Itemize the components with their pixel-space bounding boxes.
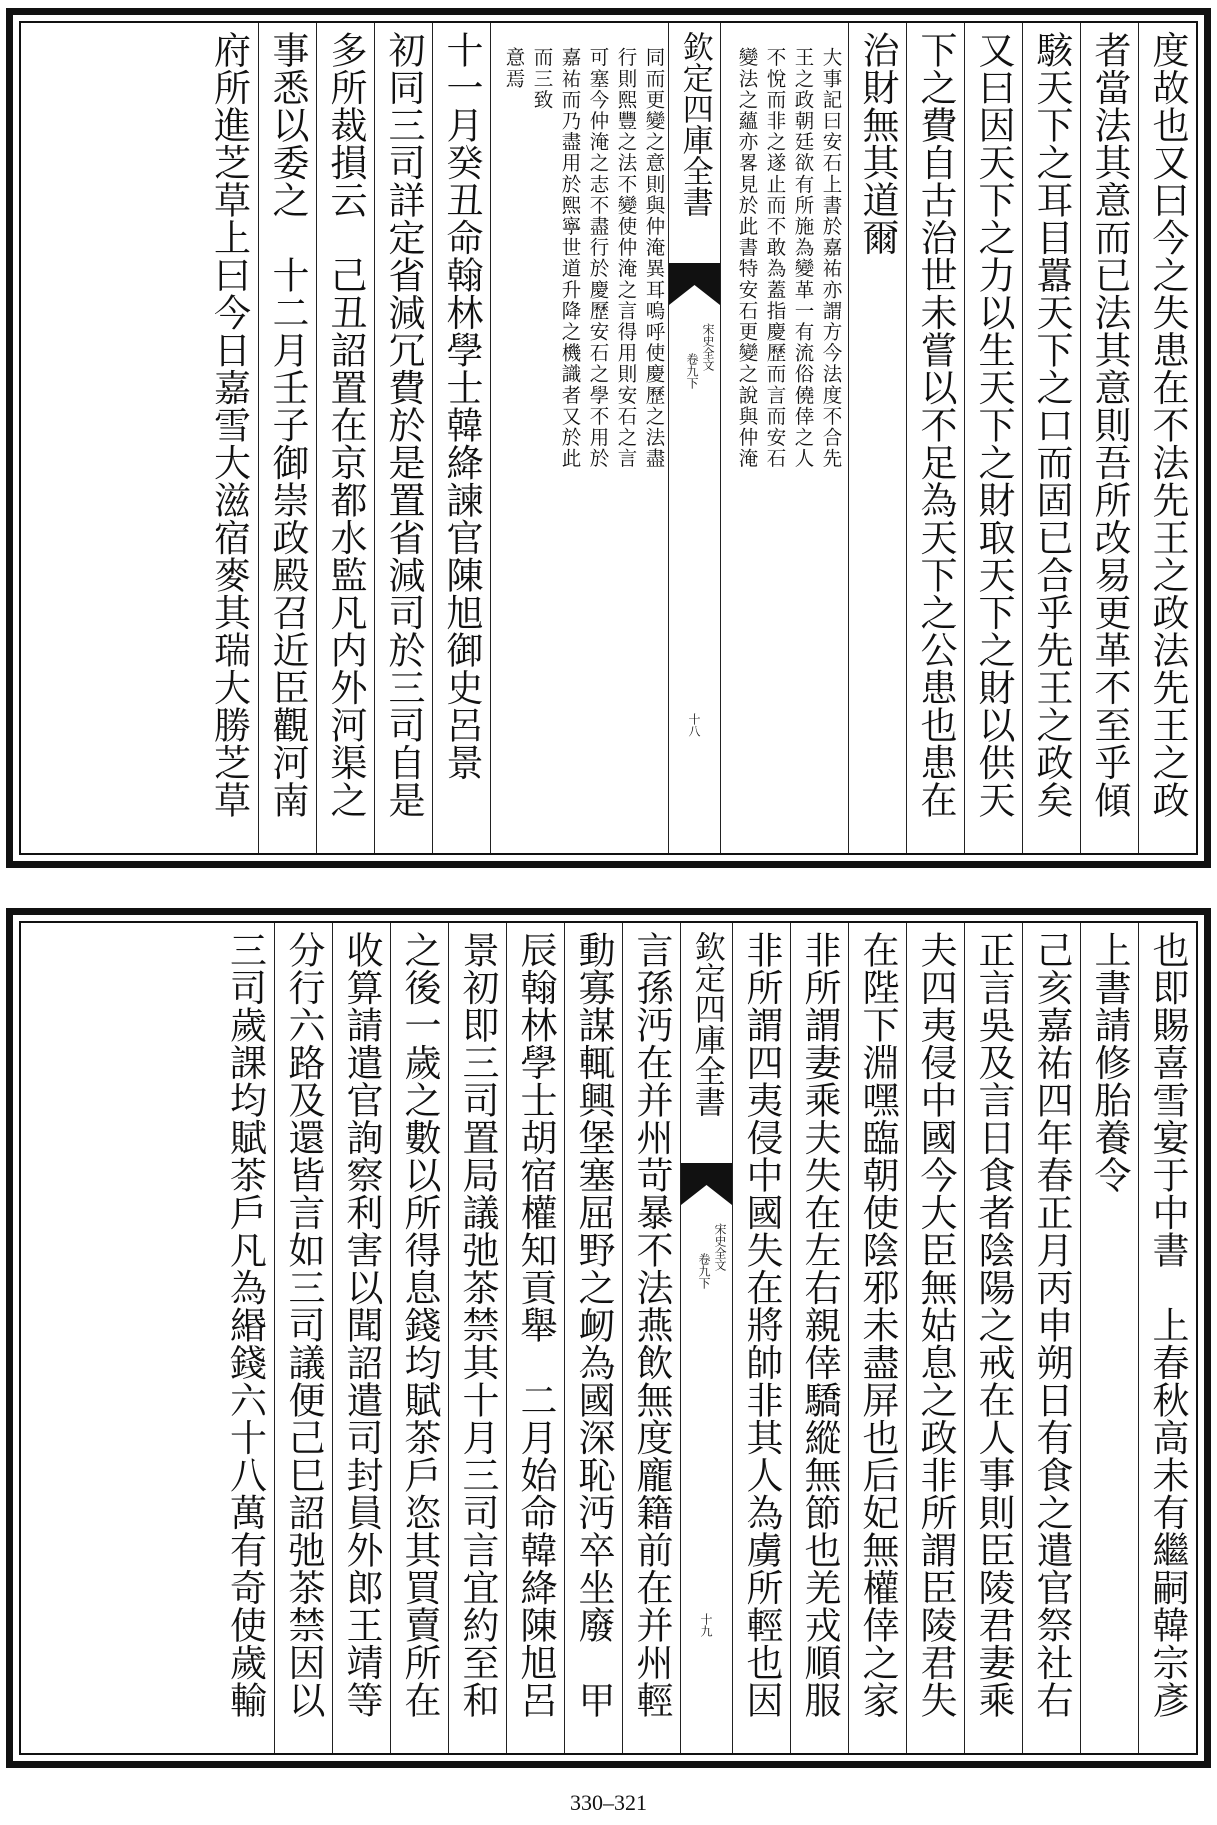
column-text: 三司歲課均賦茶戶凡為緡錢六十八萬有奇使歲輸 [223, 931, 267, 1719]
text-column [1080, 23, 1138, 853]
bottom-page-frame [19, 921, 1198, 1755]
text-column [964, 923, 1022, 1753]
top-page-frame [19, 21, 1198, 855]
text-column [848, 923, 906, 1753]
text-column [906, 23, 964, 853]
text-column [848, 23, 906, 853]
annotation-line: 而三致 [530, 47, 554, 111]
text-column [906, 923, 964, 1753]
text-column [1138, 923, 1196, 1753]
text-column [622, 923, 680, 1753]
column-text: 在陛下淵嘿臨朝使陰邪未盡屏也后妃無權倖之家 [856, 931, 899, 1719]
annotation-line: 王之政朝廷欲有所施為變革一有流俗僥倖之人 [791, 47, 815, 469]
column-text: 辰翰林學士胡宿權知貢舉 二月始命韓絳陳旭呂 [514, 931, 557, 1719]
text-column [216, 923, 274, 1753]
column-text: 夫四夷侵中國今大臣無姑息之政非所謂臣陵君失 [914, 931, 957, 1719]
book-name: 宋史全文 [701, 323, 715, 371]
column-text: 景初即三司置局議弛茶禁其十月三司言宜約至和 [456, 931, 499, 1719]
top-page [6, 8, 1211, 868]
column-text: 駭天下之耳目囂天下之口而固已合乎先王之政矣 [1030, 31, 1073, 819]
text-column [964, 23, 1022, 853]
annotation-line: 大事記曰安石上書於嘉祐亦謂方今法度不合先 [819, 47, 843, 469]
column-text: 事悉以委之 十二月壬子御崇政殿召近臣觀河南 [266, 31, 309, 819]
column-text: 非所謂妻乘夫失在左右親倖驕縱無節也羌戎順服 [798, 931, 841, 1719]
text-column [1022, 923, 1080, 1753]
page-number: 十九 [699, 1613, 713, 1637]
top-columns [21, 23, 1196, 853]
column-text: 多所裁損云 己丑詔置在京都水監凡内外河渠之 [324, 31, 367, 819]
column-text: 正言吳及言日食者陰陽之戒在人事則臣陵君妻乘 [972, 931, 1015, 1719]
center-fold [668, 23, 720, 853]
column-text: 之後一歲之數以所得息錢均賦茶戶恣其買賣所在 [398, 931, 441, 1719]
fish-tail-mark [681, 1163, 732, 1213]
text-column [448, 923, 506, 1753]
fish-tail-mark [669, 263, 720, 313]
column-text: 治財無其道爾 [856, 31, 899, 256]
annotation-line: 可塞今仲淹之志不盡行於慶歷安石之學不用於 [586, 47, 610, 469]
text-column [1022, 23, 1080, 853]
column-text: 下之費自古治世未嘗以不足為天下之公患也患在 [914, 31, 957, 819]
text-column [200, 23, 258, 853]
column-text: 十一月癸丑命翰林學士韓絳諫官陳旭御史呂景 [440, 31, 483, 781]
column-text: 府所進芝草上曰今日嘉雪大滋宿麥其瑞大勝芝草 [207, 31, 251, 819]
column-text: 動寡謀輒興堡塞屈野之衂為國深恥沔卒坐廢 甲 [572, 931, 615, 1719]
column-text: 己亥嘉祐四年春正月丙申朔日有食之遣官祭社右 [1030, 931, 1073, 1719]
column-text: 非所謂四夷侵中國失在將帥非其人為虜所輕也因 [740, 931, 783, 1719]
text-column [1080, 923, 1138, 1753]
annotation-line: 不悅而非之遂止而不敢為蓋指慶歷而言而安石 [763, 47, 787, 469]
column-text: 言孫沔在并州苛暴不法燕飲無度龐籍前在并州輕 [630, 931, 673, 1719]
page-number: 十八 [687, 713, 701, 737]
text-column [1138, 23, 1196, 853]
text-column [258, 23, 316, 853]
annotation-block [720, 23, 848, 853]
column-text: 收算請遣官詢察利害以聞詔遣司封員外郎王靖等 [340, 931, 383, 1719]
text-column [506, 923, 564, 1753]
text-column [390, 923, 448, 1753]
column-text: 又曰因天下之力以生天下之財取天下之財以供天 [972, 31, 1015, 819]
annotation-line: 同而更變之意則與仲淹異耳嗚呼使慶歷之法盡 [642, 47, 666, 469]
bottom-page [6, 908, 1211, 1768]
column-text: 度故也又曰今之失患在不法先王之政法先王之政 [1146, 31, 1189, 819]
page-footer-label: 330–321 [570, 1790, 647, 1815]
text-column [374, 23, 432, 853]
text-column [316, 23, 374, 853]
header-title: 欽定四庫全書 [676, 31, 713, 217]
annotation-line: 嘉祐而乃盡用於熙寧世道升降之機識者又於此 [558, 47, 582, 469]
text-column [274, 923, 332, 1753]
text-column [432, 23, 490, 853]
column-text: 者當法其意而已法其意則吾所改易更革不至乎傾 [1088, 31, 1131, 819]
book-name: 宋史全文 [713, 1223, 727, 1271]
column-text: 分行六路及還皆言如三司議便己巳詔弛茶禁因以 [282, 931, 325, 1719]
column-text: 初同三司詳定省減冗費於是置省減司於三司自是 [382, 31, 425, 819]
text-column [564, 923, 622, 1753]
annotation-line: 行則熙豐之法不變使仲淹之言得用則安石之言 [614, 47, 638, 469]
volume-label: 卷九下 [697, 1253, 711, 1289]
header-title: 欽定四庫全書 [688, 931, 725, 1117]
column-text: 也即賜喜雪宴于中書 上春秋高未有繼嗣韓宗彥 [1146, 931, 1189, 1719]
annotation-line: 意焉 [502, 47, 526, 90]
column-text: 上書請修胎養令 [1088, 931, 1131, 1194]
center-fold [680, 923, 732, 1753]
bottom-columns [21, 923, 1196, 1753]
text-column [332, 923, 390, 1753]
volume-label: 卷九下 [685, 353, 699, 389]
text-column [790, 923, 848, 1753]
annotation-block [490, 23, 668, 853]
annotation-line: 變法之蘊亦畧見於此書特安石更變之說與仲淹 [735, 47, 759, 469]
text-column [732, 923, 790, 1753]
